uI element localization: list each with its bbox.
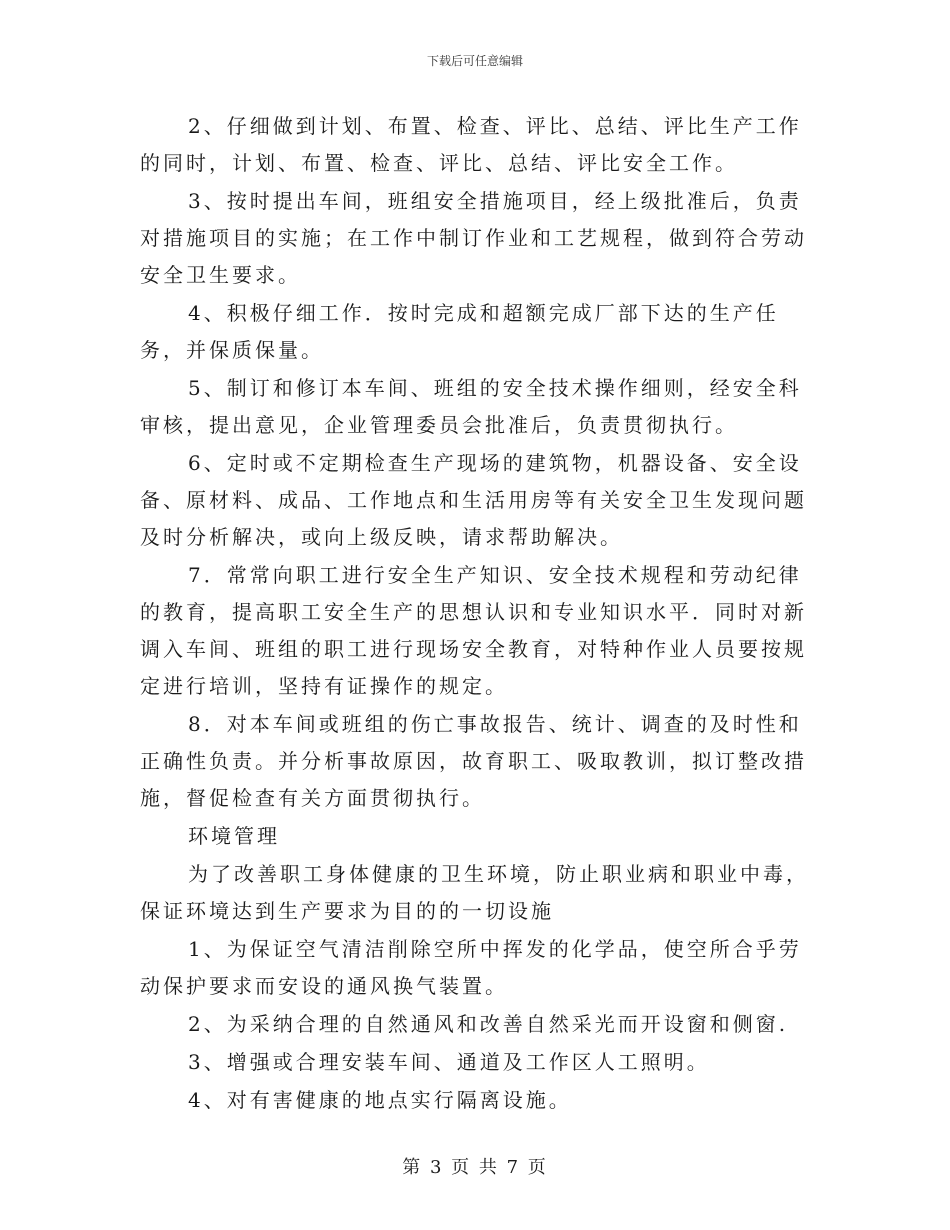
paragraph-item-4: 4、积极仔细工作．按时完成和超额完成厂部下达的生产任务，并保质保量。 [140,301,779,362]
paragraph-env-2: 2、为采纳合理的自然通风和改善自然采光而开设窗和侧窗. [188,1012,789,1036]
paragraph-item-2: 2、仔细做到计划、布置、检查、评比、总结、评比生产工作的同时，计划、布置、检查、评比、总结、评比安全工作。 [140,114,802,175]
paragraph-env-4: 4、对有害健康的地点实行隔离设施。 [188,1088,572,1112]
page-header: 下载后可任意编辑 [426,54,523,68]
paragraph-item-8: 8．对本车间或班组的伤亡事故报告、统计、调查的及时性和正确性负责。并分析事故原因，故育职工、吸取教训，拟订整改措施，督促检查有关方面贯彻执行。 [140,712,807,810]
document-body [140,108,820,1120]
paragraph-env-1: 1、为保证空气清洁削除空所中挥发的化学品，使空所合乎劳动保护要求而安设的通风换气装置。 [140,937,802,998]
section-heading-environment: 环境管理 [188,824,280,848]
paragraph-item-7: 7．常常向职工进行安全生产知识、安全技术规程和劳动纪律的教育，提高职工安全生产的思想认识和专业知识水平．同时对新调入车间、班组的职工进行现场安全教育，对特种作业人员要按规定进行培训，坚持有证操作的规定。 [140,563,807,698]
page-footer: 第 3 页 共 7 页 [402,1157,548,1178]
paragraph-item-3: 3、按时提出车间，班组安全措施项目，经上级批准后，负责对措施项目的实施；在工作中制订作业和工艺规程，做到符合劳动安全卫生要求。 [140,189,807,287]
paragraph-item-6: 6、定时或不定期检查生产现场的建筑物，机器设备、安全设备、原材料、成品、工作地点和生活用房等有关安全卫生发现问题及时分析解决，或向上级反映，请求帮助解决。 [140,451,807,549]
paragraph-intro: 为了改善职工身体健康的卫生环境，防止职业病和职业中毒，保证环境达到生产要求为目的的一切设施 [140,862,809,923]
paragraph-item-5: 5、制订和修订本车间、班组的安全技术操作细则，经安全科审核，提出意见，企业管理委员会批准后，负责贯彻执行。 [140,376,802,437]
paragraph-env-3: 3、增强或合理安装车间、通道及工作区人工照明。 [188,1050,710,1074]
